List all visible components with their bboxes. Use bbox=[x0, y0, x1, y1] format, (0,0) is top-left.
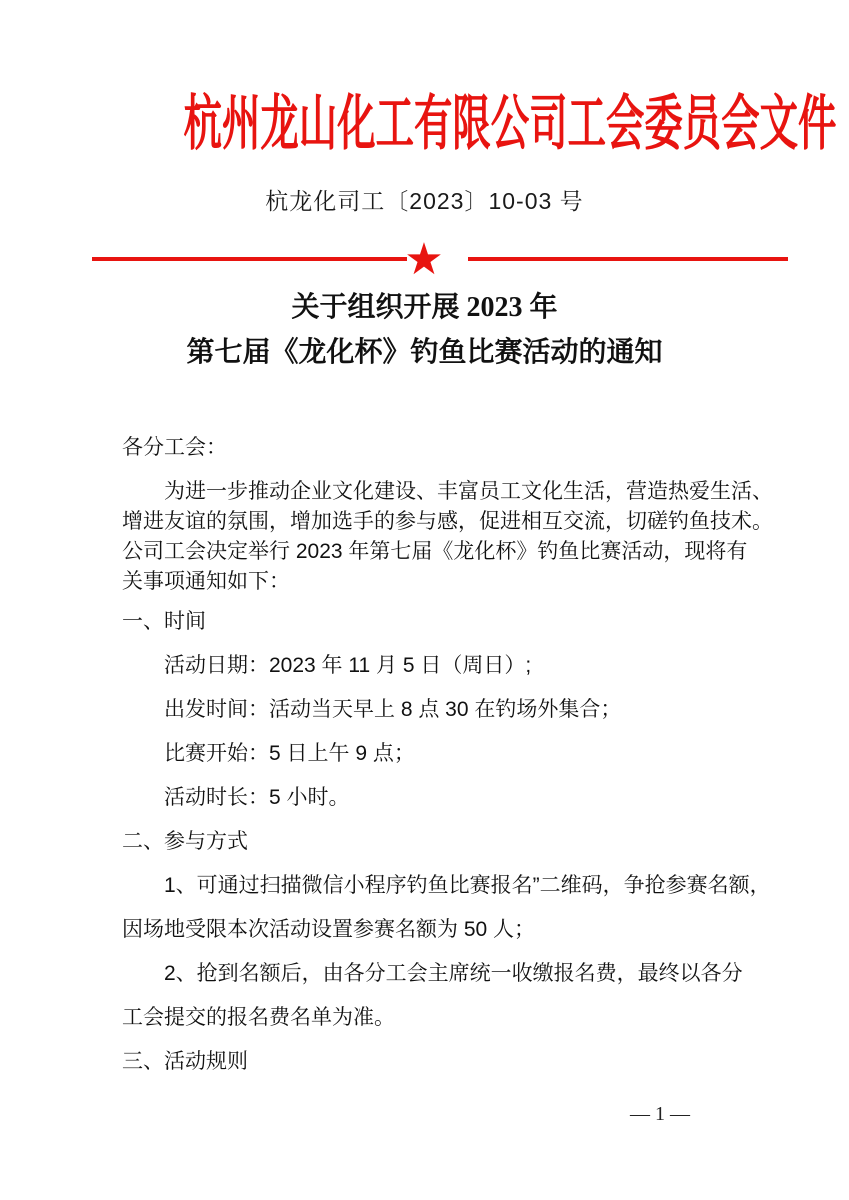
document-body bbox=[122, 432, 782, 1084]
body-line: 公司工会决定举行 2023 年第七届《龙化杯》钓鱼比赛活动，现将有 bbox=[122, 540, 748, 563]
org-title bbox=[0, 92, 849, 156]
body-line: 2、抢到名额后，由各分工会主席统一收缴报名费，最终以各分 bbox=[164, 962, 743, 985]
page-number: — 1 — bbox=[630, 1103, 690, 1125]
red-star-icon: ★ bbox=[404, 235, 444, 284]
body-line: 活动时长：5 小时。 bbox=[164, 786, 350, 809]
section-heading: 一、时间 bbox=[122, 610, 206, 633]
body-line: 增进友谊的氛围，增加选手的参与感，促进相互交流，切磋钓鱼技术。 bbox=[122, 510, 773, 533]
body-line: 关事项通知如下： bbox=[122, 570, 290, 593]
doc-number: 杭龙化司工〔2023〕10-03 号 bbox=[265, 188, 584, 214]
subject-line-2: 第七届《龙化杯》钓鱼比赛活动的通知 bbox=[186, 337, 663, 368]
subject-title bbox=[0, 285, 849, 375]
body-line: 比赛开始：5 日上午 9 点； bbox=[164, 742, 415, 765]
body-line: 1、可通过扫描微信小程序钓鱼比赛报名”二维码，争抢参赛名额， bbox=[164, 874, 771, 897]
body-line: 活动日期：2023 年 11 月 5 日（周日）; bbox=[164, 654, 532, 677]
subject-line-1: 关于组织开展 2023 年 bbox=[291, 292, 558, 323]
org-title-text: 杭州龙山化工有限公司工会委员会文件 bbox=[183, 90, 837, 157]
section-heading: 二、参与方式 bbox=[122, 830, 248, 853]
red-divider-line-right bbox=[468, 257, 788, 261]
body-line: 出发时间：活动当天早上 8 点 30 在钓场外集合； bbox=[164, 698, 622, 721]
body-line: 为进一步推动企业文化建设、丰富员工文化生活，营造热爱生活、 bbox=[164, 480, 773, 503]
body-line: 因场地受限本次活动设置参赛名额为 50 人； bbox=[122, 918, 536, 941]
body-line: 工会提交的报名费名单为准。 bbox=[122, 1006, 395, 1029]
section-heading: 三、活动规则 bbox=[122, 1050, 248, 1073]
red-divider-line-left bbox=[92, 257, 407, 261]
body-sections bbox=[122, 600, 782, 1084]
salutation: 各分工会： bbox=[122, 436, 227, 459]
intro-paragraph bbox=[122, 477, 782, 597]
